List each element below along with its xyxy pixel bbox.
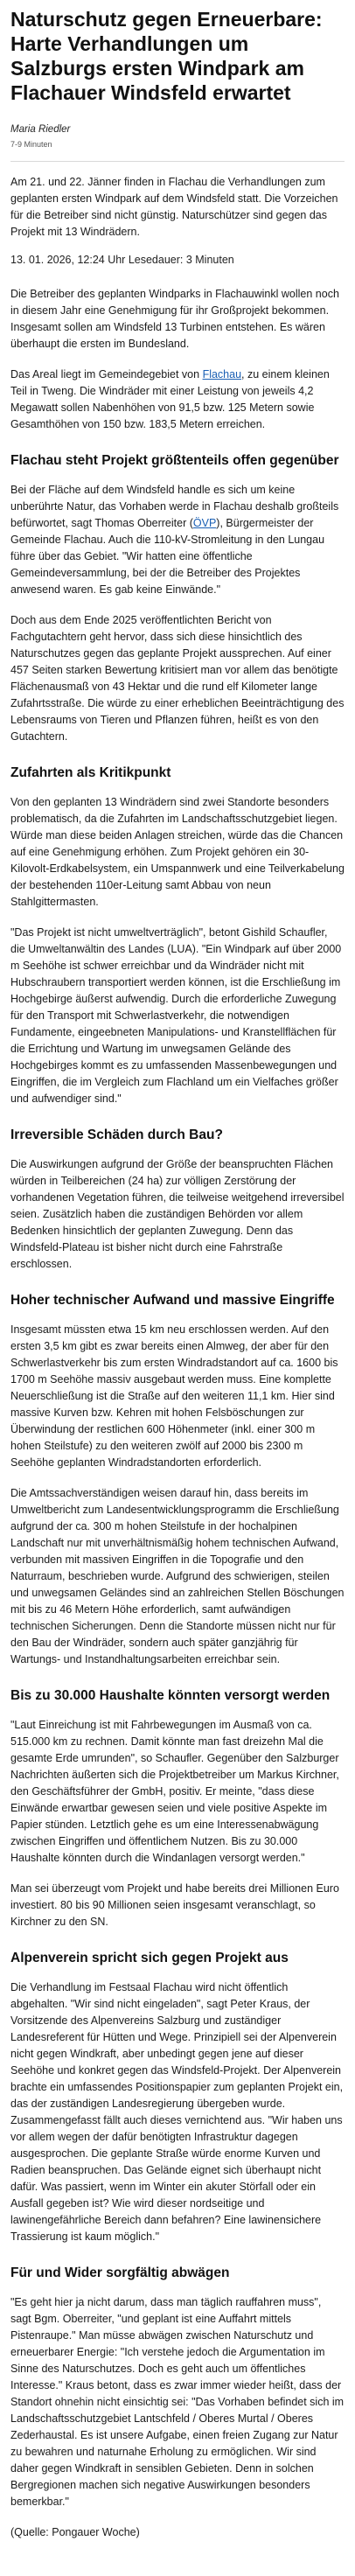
section-heading: Bis zu 30.000 Haushalte könnten versorgt werden bbox=[10, 1688, 331, 1703]
section-heading: Hoher technischer Aufwand und massive Eingriffe bbox=[10, 1293, 335, 1308]
article bbox=[0, 7, 355, 2576]
paragraph: Man sei überzeugt vom Projekt und habe bereits drei Millionen Euro investiert. 80 bis 90 Millionen seien insgesamt veranschlagt, so Kirchner zu den SN. bbox=[10, 1882, 339, 1928]
paragraph-text: ), Bürgermeister der Gemeinde Flachau. Auch die 110-kV-Stromleitung in den Lungau führe über das Gebiet. "Wir hatten eine öffentliche Gemeindeversammlung, bei der die Betreiber des Projektes anwesend waren. Es gab keine Einwände." bbox=[10, 517, 325, 596]
paragraph-text: Bei der Fläche auf dem Windsfeld handle es sich um keine unberührte Natur, das Vorhaben werde in Flachau deshalb großteils befürwortet, sagt Thomas Oberreiter ( bbox=[10, 484, 339, 529]
paragraph bbox=[10, 367, 345, 433]
section-heading: Zufahrten als Kritikpunkt bbox=[10, 765, 171, 780]
paragraph: Doch aus dem Ende 2025 veröffentlichten Bericht von Fachgutachtern geht hervor, dass sich diese hinsichtlich des Naturschutzes gegen das geplante Projekt aussprechen. Auf einer 457 Seiten starken Bewertung kritisiert man vor allem das benötigte Flächenausmaß von 43 Hektar und die rund elf Kilometer lange Zufahrtsstraße. Die würde zu einer erheblichen Beeinträchtigung des Lebensraums von Tieren und Pflanzen führen, heißt es von den Gutachtern. bbox=[10, 614, 345, 743]
source-note: (Quelle: Pongauer Woche) bbox=[10, 2526, 140, 2538]
reading-time: 7-9 Minuten bbox=[10, 140, 52, 149]
paragraph: "Es geht hier ja nicht darum, dass man täglich rauffahren muss", sagt Bgm. Oberreiter, "und geplant ist eine Auffahrt mittels Pistenraupe." Man müsse abwägen zwischen Naturschutz und erneuerbarer Energie: "Ich verstehe jedoch die Argumentation im Sinne des Naturschutzes. Doch es geht auch um öffentliches Interesse." Kraus betont, dass es zwar immer wieder heißt, dass der Standort ohnehin nicht einsichtig sei: "Das Vorhaben befindet sich im Landschaftsschutzgebiet Lantschfeld / Oberes Murtal / Oberes Zederhaustal. Es ist unsere Aufgabe, einen freien Zugang zur Natur zu bewahren und naturnahe Erholung zu ermöglichen. Wir sind daher gegen Windkraft in sensiblen Gebieten. Denn in solchen Bergregionen machen sich negative Auswirkungen besonders bemerkbar." bbox=[10, 2296, 345, 2508]
section-heading: Flachau steht Projekt größtenteils offen gegenüber bbox=[10, 453, 339, 468]
paragraph: Die Verhandlung im Festsaal Flachau wird nicht öffentlich abgehalten. "Wir sind nicht eingeladen", sagt Peter Kraus, der Vorsitzende des Alpenvereins Salzburg und zuständiger Landesreferent für Hütten und Wege. Prinzipiell sei der Alpenverein nicht gegen Windkraft, aber unbedingt gegen jene auf dieser Seehöhe und konkret gegen das Windsfeld-Projekt. Der Alpenverein brachte ein umfassendes Positionspapier zum geplanten Projekt ein, das der zuständigen Landesregierung übergeben wurde. Zusammengefasst fällt auch dieses vernichtend aus. "Wir haben uns vor allem wegen der dafür benötigten Infrastruktur dagegen ausgesprochen. Die geplante Straße würde enorme Kurven und Radien beanspruchen. Das Gelände eignet sich überhaupt nicht dafür. Was passiert, wenn im Winter ein akuter Störfall oder ein Ausfall gegeben ist? Wie wird dieser nordseitige und lawinengefährliche Bereich dann befahren? Eine lawinensichere Trassierung ist kaum möglich." bbox=[10, 1981, 344, 2243]
paragraph: Die Betreiber des geplanten Windparks in Flachauwinkl wollen noch in diesem Jahr eine Genehmigung für ihr Großprojekt bekommen. Insgesamt sollen am Windsfeld 13 Turbinen entstehen. Es wären überhaupt die ersten im Bundesland. bbox=[10, 288, 339, 350]
article-meta: 13. 01. 2026, 12:24 Uhr Lesedauer: 3 Minuten bbox=[10, 254, 234, 266]
paragraph: "Das Projekt ist nicht umweltverträglich", betont Gishild Schaufler, die Umweltanwältin des Landes (LUA). "Ein Windpark auf über 2000 m Seehöhe ist schwer erreichbar und da Windräder nicht mit Hubschraubern transportiert werden können, ist die Erschließung im Hochgebirge äußerst aufwendig. Durch die erforderliche Zuwegung für den Transport mit Schwerlastverkehr, die notwendigen Fundamente, eingeebneten Manipulations- und Kranstellflächen für die Errichtung und Wartung im unwegsamen Gelände des Hochgebirges kommt es zu umfassenden Massenbewegungen und Eingriffen, die im Vergleich zum Flachland um ein Vielfaches größer und aufwendiger sind." bbox=[10, 926, 342, 1105]
paragraph: Von den geplanten 13 Windrädern sind zwei Standorte besonders problematisch, da die Zufahrten im Landschaftsschutzgebiet liegen. Würde man diese beiden Anlagen streichen, würde das die Chancen auf eine Genehmigung erhöhen. Zum Projekt gehören ein 30-Kilovolt-Erdkabelsystem, ein Umspannwerk und eine Teilverkabelung der bestehenden 110er-Leitung samt Abbau von neun Stahlgittermasten. bbox=[10, 796, 345, 908]
section-heading: Für und Wider sorgfältig abwägen bbox=[10, 2265, 230, 2280]
oevp-link[interactable]: ÖVP bbox=[192, 517, 217, 529]
paragraph-text: Das Areal liegt im Gemeindegebiet von bbox=[10, 368, 203, 380]
paragraph bbox=[10, 482, 345, 598]
article-lead: Am 21. und 22. Jänner finden in Flachau die Verhandlungen zum geplanten ersten Windpark auf dem Windsfeld statt. Die Vorzeichen für die Betreiber sind nicht günstig. Naturschützer sind gegen das Projekt mit 13 Windrädern. bbox=[10, 176, 338, 238]
article-title: Naturschutz gegen Erneuerbare: Harte Verhandlungen um Salzburgs ersten Windpark am Flachauer Windsfeld erwartet bbox=[10, 8, 323, 104]
paragraph: Die Amtssachverständigen weisen darauf hin, dass bereits im Umweltbericht zum Landesentwicklungsprogramm die Erschließung aufgrund der ca. 300 m hohen Steilstufe in der hochalpinen Landschaft nur mit unverhältnismäßig hohem technischen Aufwand, verbunden mit massiven Eingriffen in die Topografie und den Naturraum, beschrieben wurde. Aufgrund des schwierigen, steilen und unwegsamen Geländes sind an zahlreichen Stellen Böschungen mit bis zu 46 Metern Höhe erforderlich, samt aufwändigen technischen Sicherungen. Denn die Standorte müssen nicht nur für den Bau der Windräder, sondern auch später ganzjährig für Wartungs- und Instandhaltungsarbeiten erreichbar sein. bbox=[10, 1487, 345, 1665]
paragraph: Insgesamt müssten etwa 15 km neu erschlossen werden. Auf den ersten 3,5 km gibt es zwar bereits einen Almweg, der aber für den Schwerlastverkehr bis zum ersten Windradstandort auf ca. 1600 bis 1700 m Seehöhe massiv ausgebaut werden muss. Eine komplette Neuerschließung ist die Straße auf den weiteren 11,1 km. Hier sind massive Kurven bzw. Kehren mit hohen Felsböschungen zur Überwindung der restlichen 600 Höhenmeter (inkl. einer 300 m hohen Steilstufe) zu den weiteren zwölf auf 2000 bis 2300 m Seehöhe geplanten Windradstandorten erforderlich. bbox=[10, 1323, 338, 1469]
section-heading: Irreversible Schäden durch Bau? bbox=[10, 1127, 223, 1142]
paragraph: Die Auswirkungen aufgrund der Größe der beanspruchten Flächen würden in Teilbereichen (24 ha) zur völligen Zerstörung der vorhandenen Vegetation führen, die teilweise weitgehend irreversibel seien. Zusätzlich haben die zuständigen Behörden vor allem Bedenken hinsichtlich der geplanten Zuwegung. Denn das Windsfeld-Plateau ist bisher nicht durch eine Fahrstraße erschlossen. bbox=[10, 1158, 345, 1270]
author-name: Maria Riedler bbox=[10, 124, 71, 135]
flachau-link[interactable]: Flachau bbox=[202, 368, 242, 380]
divider bbox=[10, 161, 345, 162]
paragraph-text: , zu einem kleinen Teil in Tweng. Die Windräder mit einer Leistung von jeweils 4,2 Megawatt sollen Nabenhöhen von 91,5 bzw. 125 Metern sowie Gesamthöhen von 150 bzw. 183,5 Metern erreichen. bbox=[10, 368, 330, 430]
section-heading: Alpenverein spricht sich gegen Projekt aus bbox=[10, 1951, 289, 1965]
paragraph: "Laut Einreichung ist mit Fahrbewegungen im Ausmaß von ca. 515.000 km zu rechnen. Damit könnte man fast dreizehn Mal die gesamte Erde umrunden", so Schaufler. Gegenüber den Salzburger Nachrichten äußerten sich die Projektbetreiber um Markus Kirchner, den Geschäftsführer der GmbH, positiv. Er meinte, "dass diese Einwände erwartbar gewesen seien und viele positive Aspekte im Papier stünden. Letztlich gehe es um eine Interessenabwägung zwischen Eingriffen und öffentlichem Nutzen. Bis zu 30.000 Haushalte könnten durch die Windanlagen versorgt werden." bbox=[10, 1719, 339, 1864]
